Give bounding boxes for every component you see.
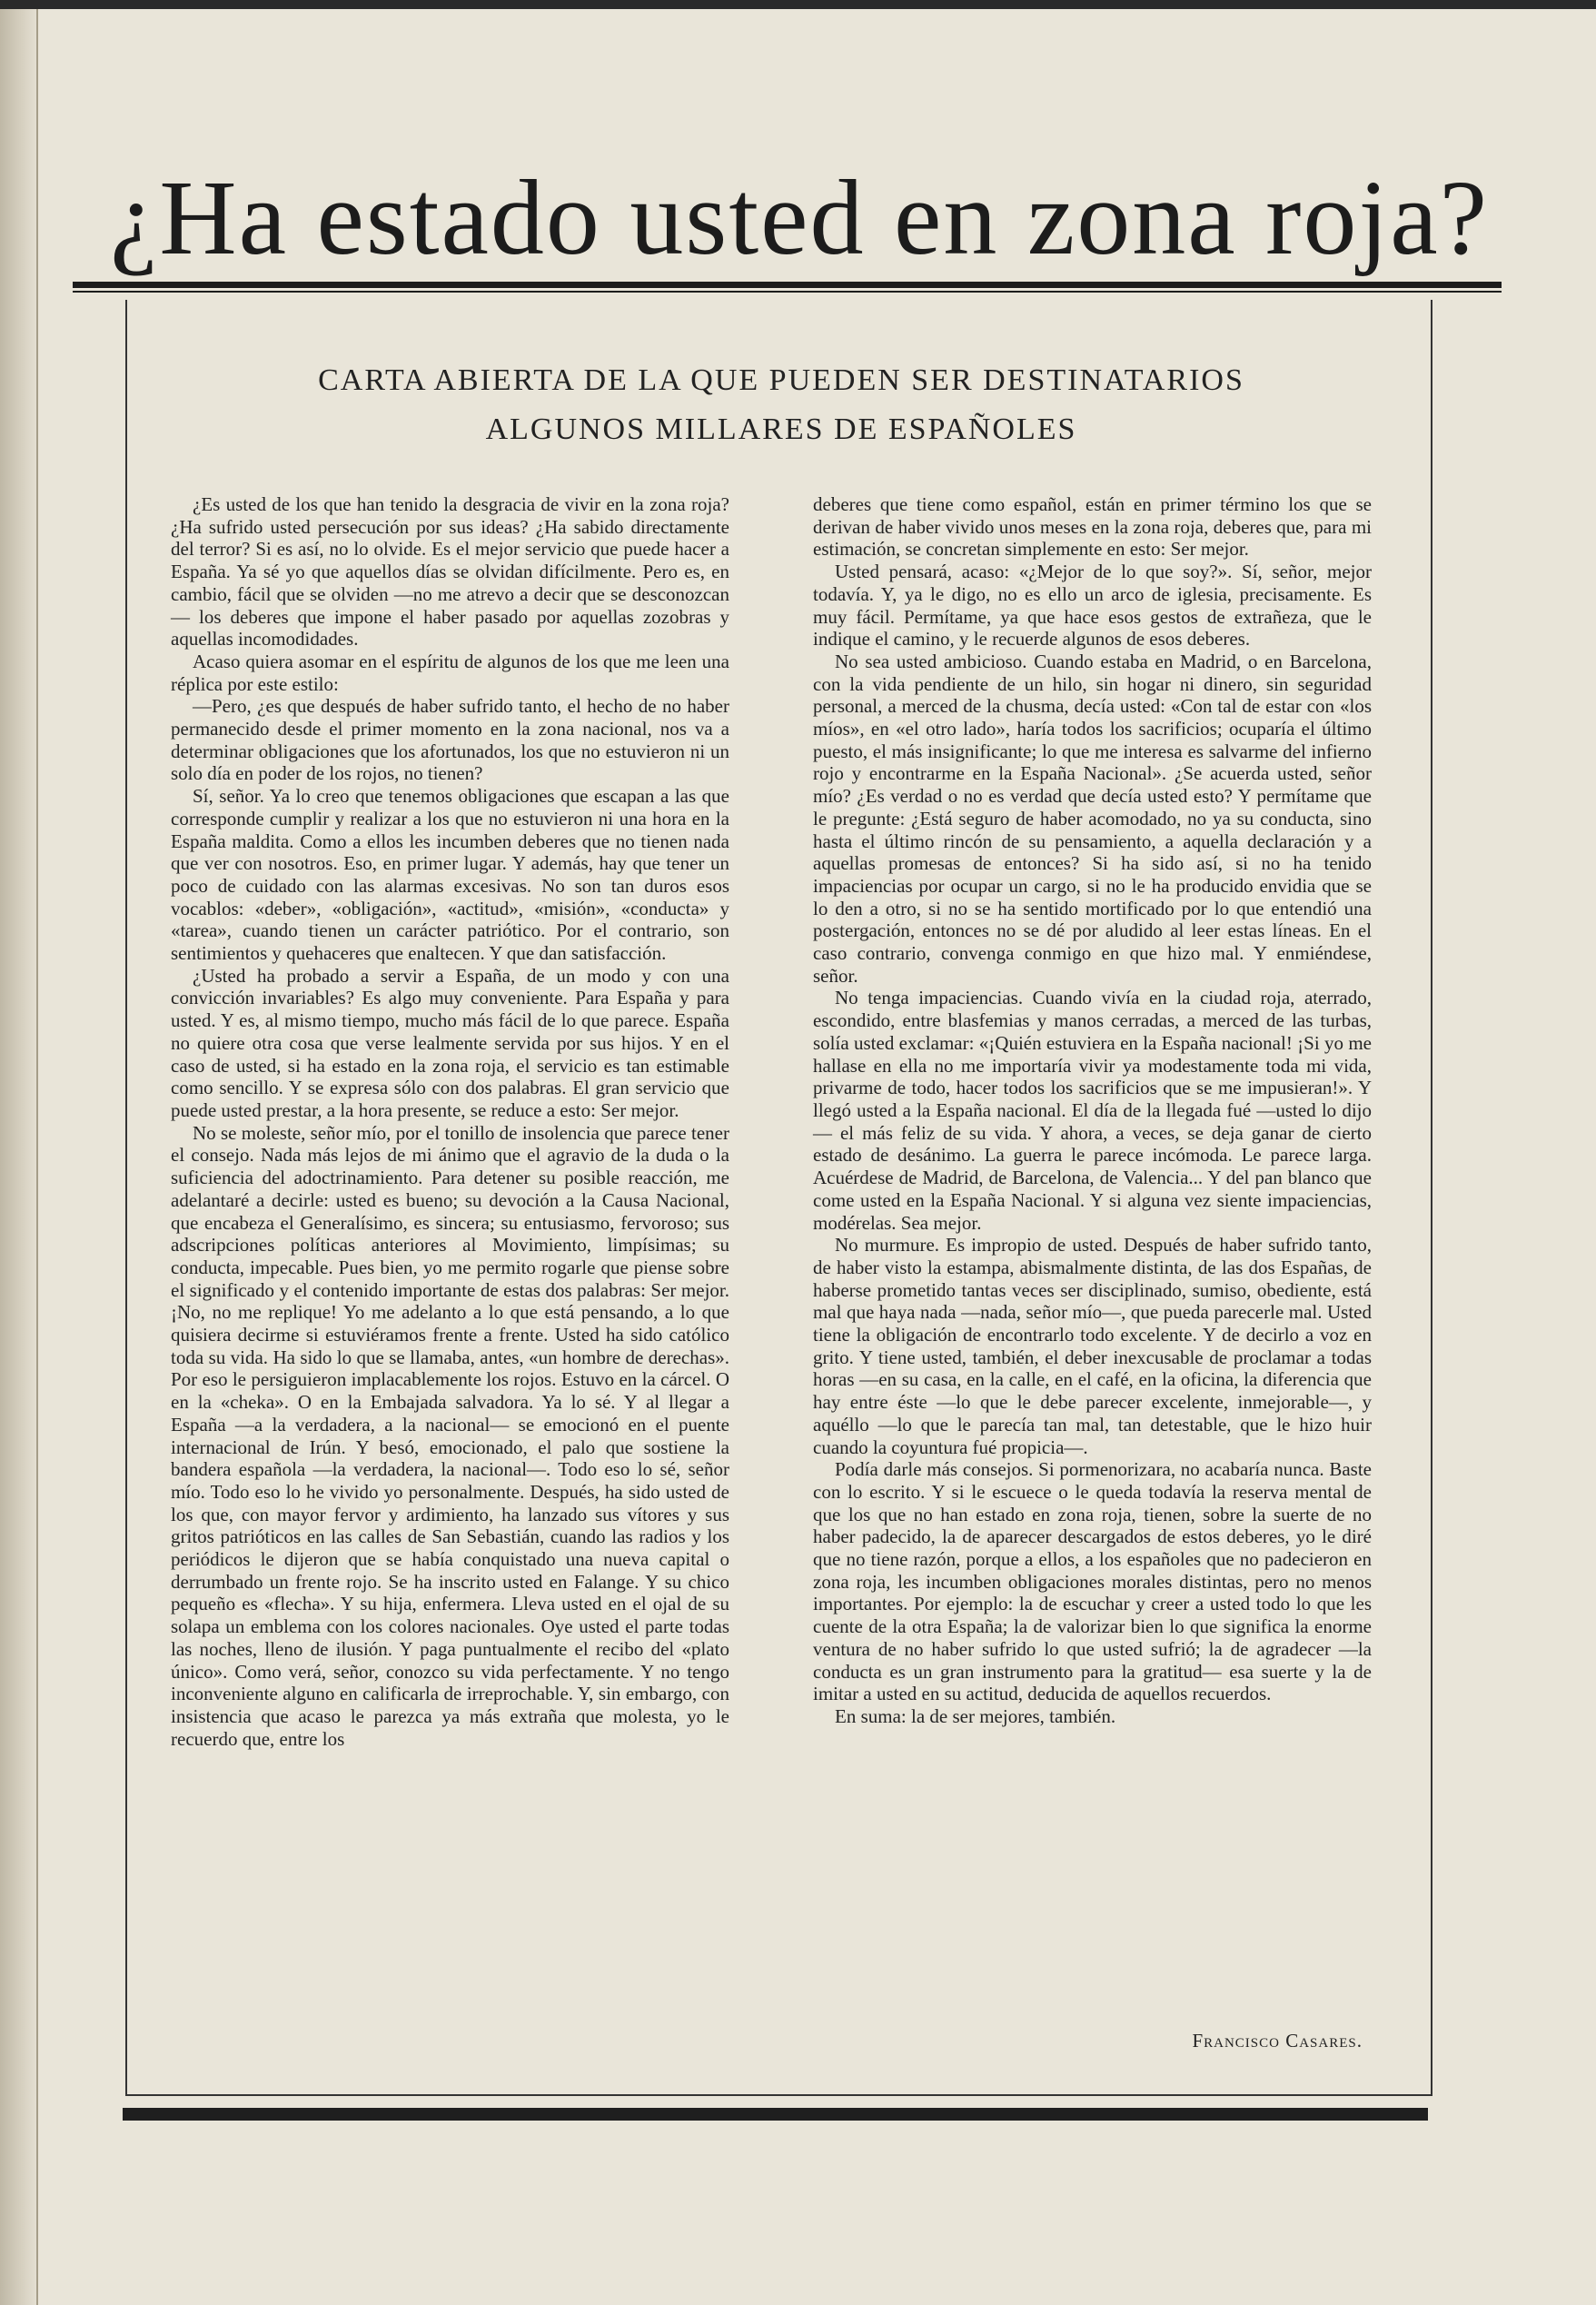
article-column-right — [813, 493, 1372, 1728]
paragraph: No se moleste, señor mío, por el tonillo de insolencia que parece tener el consejo. Nada más lejos de mi ánimo que el agravio de la duda o la suficiencia del adoctrinamiento. Para detener su posible reacción, me adelantaré a decirle: usted es bueno; su devoción a la Causa Nacional, que encabeza el Generalísimo, es sincera; su entusiasmo, fervoroso; sus adscripciones políticas anteriores al Movimiento, limpísimas; su conducta, impecable. Pues bien, yo me permito rogarle que piense sobre el significado y el contenido importante de estas dos palabras: Ser mejor. ¡No, no me replique! Yo me adelanto a lo que está pensando, a lo que quisiera decirme si estuviéramos frente a frente. Usted ha sido católico toda su vida. Ha sido lo que se llamaba, antes, «un hombre de derechas». Por eso le persiguieron implacablemente los rojos. Estuvo en la cárcel. O en la «cheka». O en la Embajada salvadora. Ya lo sé. Y al llegar a España —a la verdadera, a la nacional— se emocionó en el puente internacional de Irún. Y besó, emocionado, el palo que sostiene la bandera española —la verdadera, la nacional—. Todo eso lo sé, señor mío. Todo eso lo he vivido yo personalmente. Después, ha sido usted de los que, con mayor fervor y ardimiento, ha lanzado sus vítores y sus gritos patrióticos en las calles de San Sebastián, cuando las radios y los periódicos le dijeron que se había conquistado una nueva capital o derrumbado un frente rojo. Se ha inscrito usted en Falange. Y su chico pequeño es «flecha». Y su hija, enfermera. Lleva usted en el ojal de su solapa un emblema con los colores nacionales. Oye usted el parte todas las noches, lleno de ilusión. Y paga puntualmente el recibo del «plato único». Como verá, señor, conozco su vida perfectamente. Y no tengo inconveniente alguno en calificarla de irreprochable. Y, sin embargo, con insistencia que acaso le parezca ya más extraña que molesta, yo le recuerdo que, entre los — [171, 1121, 729, 1750]
headline-rule-thick — [73, 282, 1502, 288]
article-column-left — [171, 493, 729, 1750]
subhead-line-2: ALGUNOS MILLARES DE ESPAÑOLES — [485, 412, 1077, 446]
paragraph: Acaso quiera asomar en el espíritu de algunos de los que me leen una réplica por este estilo: — [171, 650, 729, 695]
paragraph: ¿Usted ha probado a servir a España, de un modo y con una convicción invariables? Es algo muy conveniente. Para España y para usted. Y es, al mismo tiempo, mucho más fácil de lo que parece. España no quiere otra cosa que verse lealmente servida por sus hijos. Y en el caso de usted, si ha estado en la zona roja, el servicio es tan estimable como sencillo. Y se expresa sólo con dos palabras. El gran servicio que puede usted prestar, a la hora presente, se reduce a esto: Ser mejor. — [171, 964, 729, 1121]
subhead-line-1: CARTA ABIERTA DE LA QUE PUEDEN SER DESTINATARIOS — [318, 363, 1244, 397]
paragraph: No murmure. Es impropio de usted. Después de haber sufrido tanto, de haber visto la estampa, abismalmente distinta, de las dos Españas, de haberse prometido tantas veces ser disciplinado, sumiso, obediente, está mal que haya nada —nada, señor mío—, que pueda parecerle mal. Usted tiene la obligación de encontrarlo todo excelente. Y de decirlo a voz en grito. Y tiene usted, también, el deber inexcusable de proclamar a todas horas —en su casa, en la calle, en el café, en la oficina, la diferencia que hay entre éste —lo que le debe parecer excelente, inmejorable—, y aquéllo —lo que le parecía tan mal, tan detestable, que le hizo huir cuando la coyuntura fué propicia—. — [813, 1234, 1372, 1458]
article-subhead — [145, 356, 1417, 454]
paragraph: No sea usted ambicioso. Cuando estaba en Madrid, o en Barcelona, con la vida pendiente de un hilo, sin hogar ni dinero, sin seguridad personal, a merced de la chusma, decía usted: «Con tal de estar con «los míos», en «el otro lado», haría todos los sacrificios; ocuparía el último puesto, el más insignificante; lo que me interesa es salvarme del infierno rojo y encontrarme en la España Nacional». ¿Se acuerda usted, señor mío? ¿Es verdad o no es verdad que decía usted esto? Y permítame que le pregunte: ¿Está seguro de haber acomodado, no ya su conducta, sino hasta el último rincón de su pensamiento, a aquella declaración y a aquellas promesas de entonces? Si ha sido así, si no ha tenido impaciencias por ocupar un cargo, si no le ha producido envidia que se lo den a otro, si no se ha sentido mortificado por lo que entendió una postergación, entonces no se dé por aludido al leer estas líneas. En el caso contrario, convenga conmigo en que hizo mal. Y enmiéndese, señor. — [813, 650, 1372, 987]
headline-rule-thin — [73, 291, 1502, 293]
paragraph: deberes que tiene como español, están en primer término los que se derivan de haber vivido unos meses en la zona roja, deberes que, para mi estimación, se concretan simplemente en esto: Ser mejor. — [813, 493, 1372, 561]
paragraph: ¿Es usted de los que han tenido la desgracia de vivir en la zona roja? ¿Ha sufrido usted persecución por sus ideas? ¿Ha sabido directamente del terror? Si es así, no lo olvide. Es el mejor servicio que puede hacer a España. Ya sé yo que aquellos días se olvidan difícilmente. Pero es, en cambio, fácil que se olviden —no me atrevo a decir que se desconozcan— los deberes que impone el haber pasado por aquellas zozobras y aquellas incomodidades. — [171, 493, 729, 651]
page-spine-edge — [0, 0, 38, 2305]
paragraph: En suma: la de ser mejores, también. — [835, 1704, 1116, 1727]
paragraph: Usted pensará, acaso: «¿Mejor de lo que soy?». Sí, señor, mejor todavía. Y, ya le digo, no es ello un arco de iglesia, precisamente. Es muy fácil. Permítame, ya que hace esos gestos de extrañeza, que le indique el camino, y le recuerde algunos de esos deberes. — [813, 561, 1372, 651]
paragraph: Sí, señor. Ya lo creo que tenemos obligaciones que escapan a las que corresponde cumplir y realizar a los que no estuvieron ni una hora en la España maldita. Como a ellos les incumben deberes que no tienen nada que ver con nosotros. Eso, en primer lugar. Y además, hay que tener un poco de cuidado con las alarmas excesivas. No son tan duros esos vocablos: «deber», «obligación», «actitud», «misión», «conducta» y «tarea», cuando tienen un carácter patriótico. Por el contrario, son sentimientos y quehaceres que enaltecen. Y que dan satisfacción. — [171, 785, 729, 965]
page-top-edge — [0, 0, 1596, 9]
article-headline: ¿Ha estado usted en zona roja? — [110, 158, 1489, 277]
paragraph: —Pero, ¿es que después de haber sufrido tanto, el hecho de no haber permanecido desde el primer momento en la zona nacional, nos va a determinar obligaciones que los afortunados, los que no estuvieron ni un solo día en poder de los rojos, no tienen? — [171, 695, 729, 785]
paragraph: Podía darle más consejos. Si pormenorizara, no acabaría nunca. Baste con lo escrito. Y si le escuece o le queda todavía la reserva mental de que los que no han estado en zona roja, tienen, sobre la suerte de no haber padecido, la de aparecer descargados de estos deberes, yo le diré que no tiene razón, porque a ellos, a los españoles que no padecieron en zona roja, les incumben obligaciones morales distintas, pero no menos importantes. Por ejemplo: la de escuchar y creer a usted todo lo que les cuente de la otra España; la de valorizar bien lo que significa la enorme ventura de no haber sufrido lo que usted sufrió; la de agradecer —la conducta es un gran instrumento para la gratitud— esa suerte y la de imitar a usted en su actitud, deducida de aquellos recuerdos. — [813, 1458, 1372, 1705]
author-signature: Francisco Casares. — [1192, 2030, 1363, 2052]
paragraph: No tenga impaciencias. Cuando vivía en la ciudad roja, aterrado, escondido, entre blasfemias y manos cerradas, a merced de las turbas, solía usted exclamar: «¡Quién estuviera en la España nacional! ¡Si yo me hallase en ella no me importaría vivir ya modestamente toda mi vida, privarme de todo, hacer todos los sacrificios que se me impusieran!». Y llegó usted a la España nacional. El día de la llegada fué —usted lo dijo— el más feliz de su vida. Y ahora, a veces, se deja ganar de cierto estado de desánimo. La guerra le parece incómoda. Le parece larga. Acuérdese de Madrid, de Barcelona, de Valencia... Y del pan blanco que come usted en la España Nacional. Y si alguna vez siente impaciencias, modérelas. Sea mejor. — [813, 987, 1372, 1234]
bottom-rule — [123, 2108, 1428, 2121]
